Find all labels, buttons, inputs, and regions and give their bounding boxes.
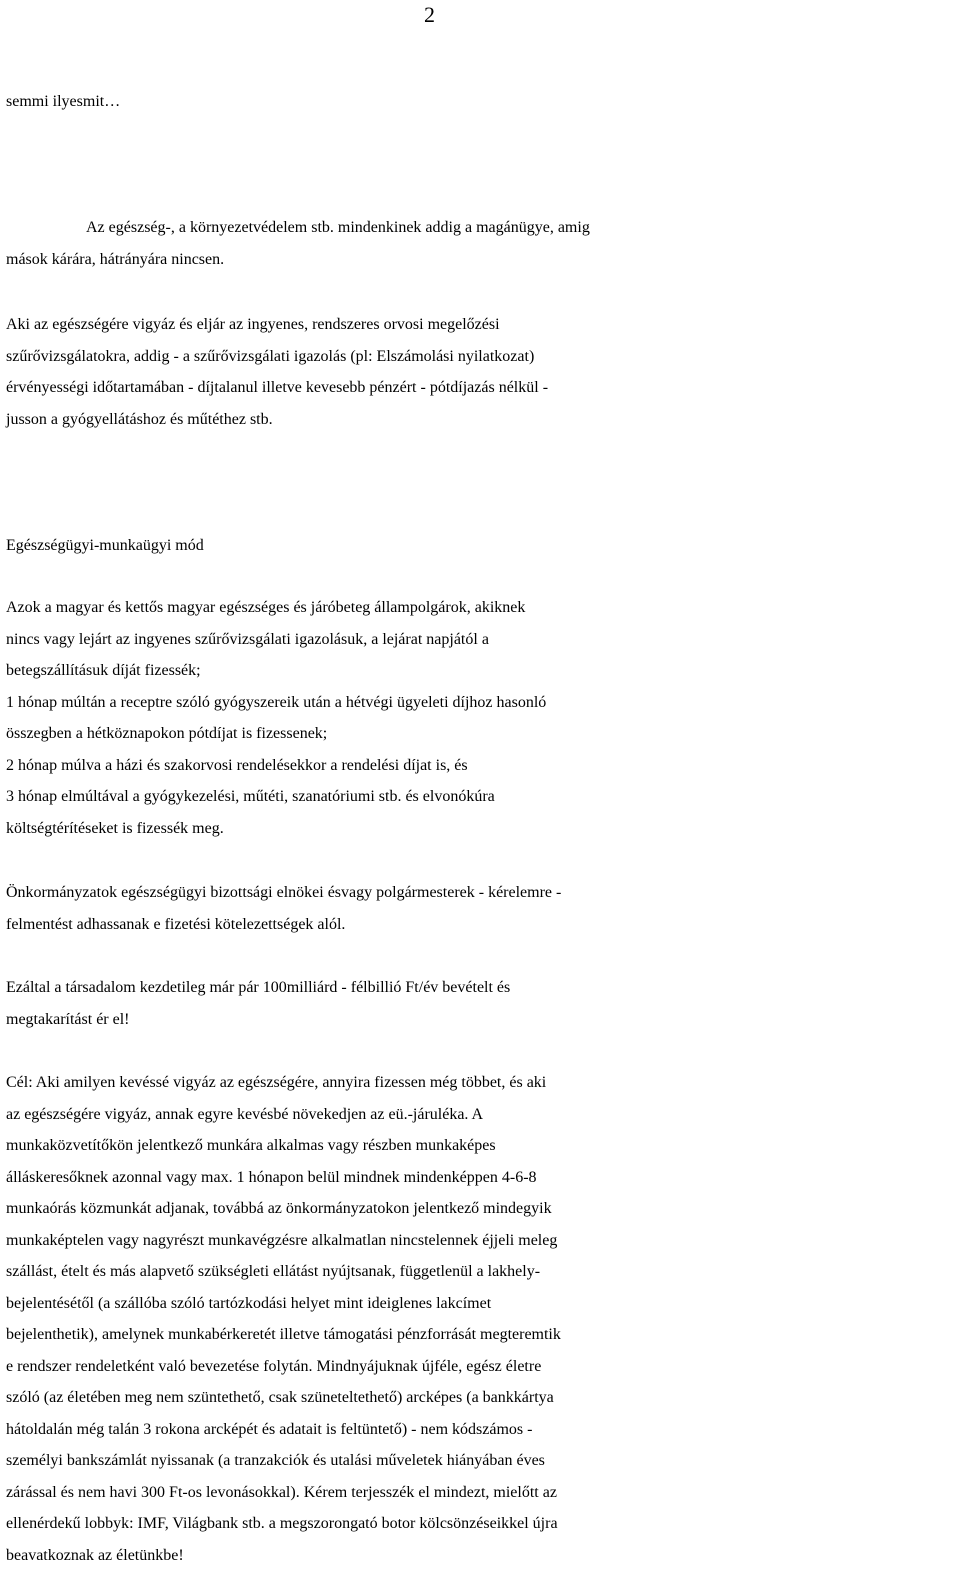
text-line: szűrővizsgálatokra, addig - a szűrővizsgálati igazolás (pl: Elszámolási nyilatkozat) <box>6 341 956 373</box>
text-line: szóló (az életében meg nem szüntethető, csak szüneteltethető) arcképes (a bankkártya <box>6 1382 956 1414</box>
text-line: 1 hónap múltán a receptre szóló gyógyszereik után a hétvégi ügyeleti díjhoz hasonló <box>6 687 956 719</box>
text-line: Az egészség-, a környezetvédelem stb. mindenkinek addig a magánügye, amig <box>6 212 956 244</box>
text-line: az egészségére vigyáz, annak egyre kevésbé növekedjen az eü.-járuléka. A <box>6 1099 956 1131</box>
section-heading: Egészségügyi-munkaügyi mód <box>6 530 956 562</box>
text-line: mások kárára, hátrányára nincsen. <box>6 244 956 276</box>
text-line: Ezáltal a társadalom kezdetileg már pár 100milliárd - félbillió Ft/év bevételt és <box>6 972 956 1004</box>
text-line: ellenérdekű lobbyk: IMF, Világbank stb. a megszorongató botor kölcsönzéseikkel újra <box>6 1508 956 1540</box>
intro-line: semmi ilyesmit… <box>6 86 956 118</box>
text-line: munkaképtelen vagy nagyrészt munkavégzésre alkalmatlan nincstelennek éjjeli meleg <box>6 1225 956 1257</box>
text-line: munkaórás közmunkát adjanak, továbbá az önkormányzatokon jelentkező mindegyik <box>6 1193 956 1225</box>
paragraph-3 <box>6 592 956 844</box>
text-line: 2 hónap múlva a házi és szakorvosi rendelésekkor a rendelési díjat is, és <box>6 750 956 782</box>
text-line: nincs vagy lejárt az ingyenes szűrővizsgálati igazolásuk, a lejárat napjától a <box>6 624 956 656</box>
text-line: költségtérítéseket is fizessék meg. <box>6 813 956 845</box>
text-line: szállást, ételt és más alapvető szükségleti ellátást nyújtsanak, függetlenül a lakhely- <box>6 1256 956 1288</box>
text-line: érvényességi időtartamában - díjtalanul illetve kevesebb pénzért - pótdíjazás nélkül - <box>6 372 956 404</box>
text-line: megtakarítást ér el! <box>6 1004 956 1036</box>
text-line: e rendszer rendeletként való bevezetése folytán. Mindnyájuknak újféle, egész életre <box>6 1351 956 1383</box>
text-line: összegben a hétköznapokon pótdíjat is fizessenek; <box>6 718 956 750</box>
text-line: beavatkoznak az életünkbe! <box>6 1540 956 1571</box>
text-line: felmentést adhassanak e fizetési kötelezettségek alól. <box>6 909 956 941</box>
text-line: 3 hónap elmúltával a gyógykezelési, műtéti, szanatóriumi stb. és elvonókúra <box>6 781 956 813</box>
paragraph-4 <box>6 877 956 940</box>
text-line: bejelentésétől (a szállóba szóló tartózkodási helyet mint ideiglenes lakcímet <box>6 1288 956 1320</box>
text-line: Cél: Aki amilyen kevéssé vigyáz az egészségére, annyira fizessen még többet, és aki <box>6 1067 956 1099</box>
text-line: munkaközvetítőkön jelentkező munkára alkalmas vagy részben munkaképes <box>6 1130 956 1162</box>
text-line: hátoldalán még talán 3 rokona arcképét és adatait is feltüntető) - nem kódszámos - <box>6 1414 956 1446</box>
text-line: jusson a gyógyellátáshoz és műtéthez stb. <box>6 404 956 436</box>
paragraph-6 <box>6 1067 956 1571</box>
text-line: betegszállításuk díját fizessék; <box>6 655 956 687</box>
text-line: Azok a magyar és kettős magyar egészséges és járóbeteg állampolgárok, akiknek <box>6 592 956 624</box>
text-line: Aki az egészségére vigyáz és eljár az ingyenes, rendszeres orvosi megelőzési <box>6 309 956 341</box>
paragraph-1 <box>6 212 956 275</box>
text-line: zárással és nem havi 300 Ft-os levonásokkal). Kérem terjesszék el mindezt, mielőtt az <box>6 1477 956 1509</box>
paragraph-5 <box>6 972 956 1035</box>
text-line: álláskeresőknek azonnal vagy max. 1 hónapon belül mindnek mindenképpen 4-6-8 <box>6 1162 956 1194</box>
text-line: bejelenthetik), amelynek munkabérkeretét illetve támogatási pénzforrását megteremtik <box>6 1319 956 1351</box>
page-number: 2 <box>424 0 435 30</box>
text-line: személyi bankszámlát nyissanak (a tranzakciók és utalási műveletek hiányában éves <box>6 1445 956 1477</box>
text-line: Önkormányzatok egészségügyi bizottsági elnökei ésvagy polgármesterek - kérelemre - <box>6 877 956 909</box>
paragraph-2 <box>6 309 956 435</box>
